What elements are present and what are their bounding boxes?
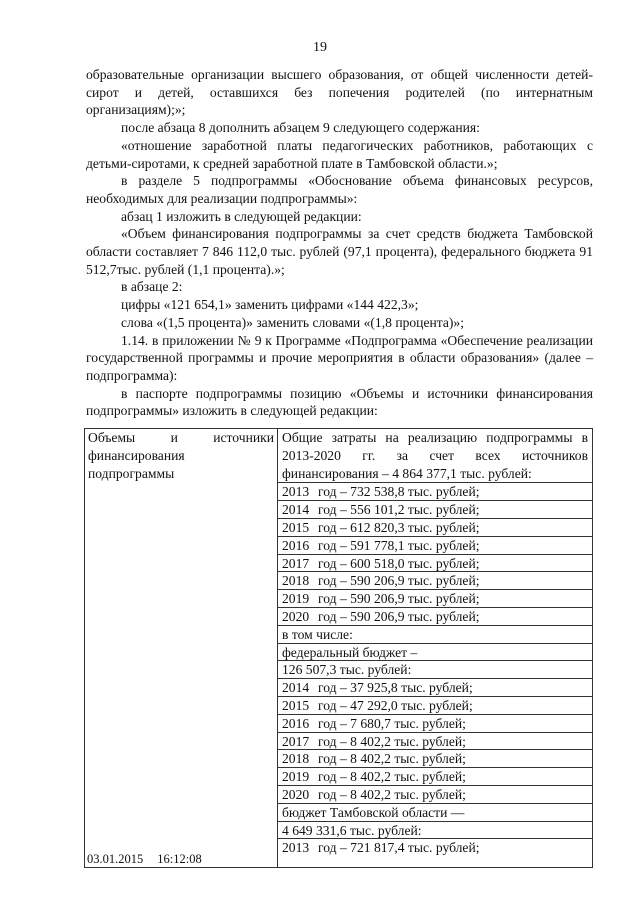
paragraph: в разделе 5 подпрограммы «Обоснование объема финансовых ресурсов, необходимых для реализации подпрограммы»:: [86, 173, 593, 206]
including-label: в том числе:: [278, 626, 592, 644]
paragraph: в паспорте подпрограммы позицию «Объемы и источники финансирования подпрограммы» изложить в следующей редакции:: [86, 385, 593, 419]
total-year-row: 2019 год – 590 206,9 тыс. рублей;: [278, 590, 592, 608]
document-body: [86, 66, 593, 420]
federal-year-row: 2020 год – 8 402,2 тыс. рублей;: [278, 786, 592, 804]
paragraph: слова «(1,5 процента)» заменить словами «(1,8 процента)»;: [121, 314, 465, 330]
federal-year-row: 2016 год – 7 680,7 тыс. рублей;: [278, 715, 592, 733]
paragraph: «отношение заработной платы педагогических работников, работающих с детьми-сиротами, к средней заработной плате в Тамбовской области.»;: [86, 137, 593, 171]
footer-time: 16:12:08: [157, 852, 202, 866]
table-value-cell: [278, 429, 593, 868]
total-year-row: 2014 год – 556 101,2 тыс. рублей;: [278, 501, 592, 519]
regional-year-row: 2013 год – 721 817,4 тыс. рублей;: [282, 840, 480, 856]
footer-timestamp: [87, 852, 202, 867]
funding-intro: Общие затраты на реализацию подпрограммы в 2013-2020 гг. за счет всех источников финансирования – 4 864 377,1 тыс. рублей:: [278, 429, 592, 483]
paragraph: 1.14. в приложении № 9 к Программе «Подпрограмма «Обеспечение реализации государственной программы и прочие мероприятия в области образования» (далее – подпрограмма):: [86, 332, 593, 383]
paragraph: в абзаце 2:: [121, 279, 183, 295]
total-year-row: 2018 год – 590 206,9 тыс. рублей;: [278, 572, 592, 590]
total-year-row: 2015 год – 612 820,3 тыс. рублей;: [278, 519, 592, 537]
footer-date: 03.01.2015: [87, 852, 144, 866]
regional-budget-label: бюджет Тамбовской области —: [278, 804, 592, 822]
total-year-row: 2020 год – 590 206,9 тыс. рублей;: [278, 608, 592, 626]
paragraph: образовательные организации высшего образования, от общей численности детей-сирот и детей, оставшихся без попечения родителей (по интернатным организациям);»;: [86, 67, 593, 118]
federal-year-row: 2017 год – 8 402,2 тыс. рублей;: [278, 733, 592, 751]
total-year-row: 2013 год – 732 538,8 тыс. рублей;: [278, 483, 592, 501]
table-row: [85, 429, 593, 868]
federal-year-row: 2018 год – 8 402,2 тыс. рублей;: [278, 750, 592, 768]
paragraph: цифры «121 654,1» заменить цифрами «144 422,3»;: [121, 297, 419, 313]
funding-label: Объемы и источники финансирования подпрограммы: [88, 430, 274, 481]
total-year-row: 2016 год – 591 778,1 тыс. рублей;: [278, 537, 592, 555]
federal-year-row: 2015 год – 47 292,0 тыс. рублей;: [278, 697, 592, 715]
paragraph: «Объем финансирования подпрограммы за счет средств бюджета Тамбовской области составляет 7 846 112,0 тыс. рублей (97,1 процента), федерального бюджета 91 512,7тыс. рублей (1,1 процента).»;: [86, 226, 593, 277]
funding-table: [84, 428, 593, 868]
regional-budget-total: 4 649 331,6 тыс. рублей:: [278, 822, 592, 840]
table-label-cell: [85, 429, 278, 868]
page-number: 19: [313, 40, 327, 55]
federal-year-row: 2014 год – 37 925,8 тыс. рублей;: [278, 679, 592, 697]
paragraph: после абзаца 8 дополнить абзацем 9 следующего содержания:: [121, 120, 480, 136]
total-year-row: 2017 год – 600 518,0 тыс. рублей;: [278, 555, 592, 573]
paragraph: абзац 1 изложить в следующей редакции:: [121, 208, 362, 224]
federal-year-row: 2019 год – 8 402,2 тыс. рублей;: [278, 768, 592, 786]
federal-budget-total: 126 507,3 тыс. рублей:: [278, 661, 592, 679]
federal-budget-label: федеральный бюджет –: [278, 644, 592, 662]
